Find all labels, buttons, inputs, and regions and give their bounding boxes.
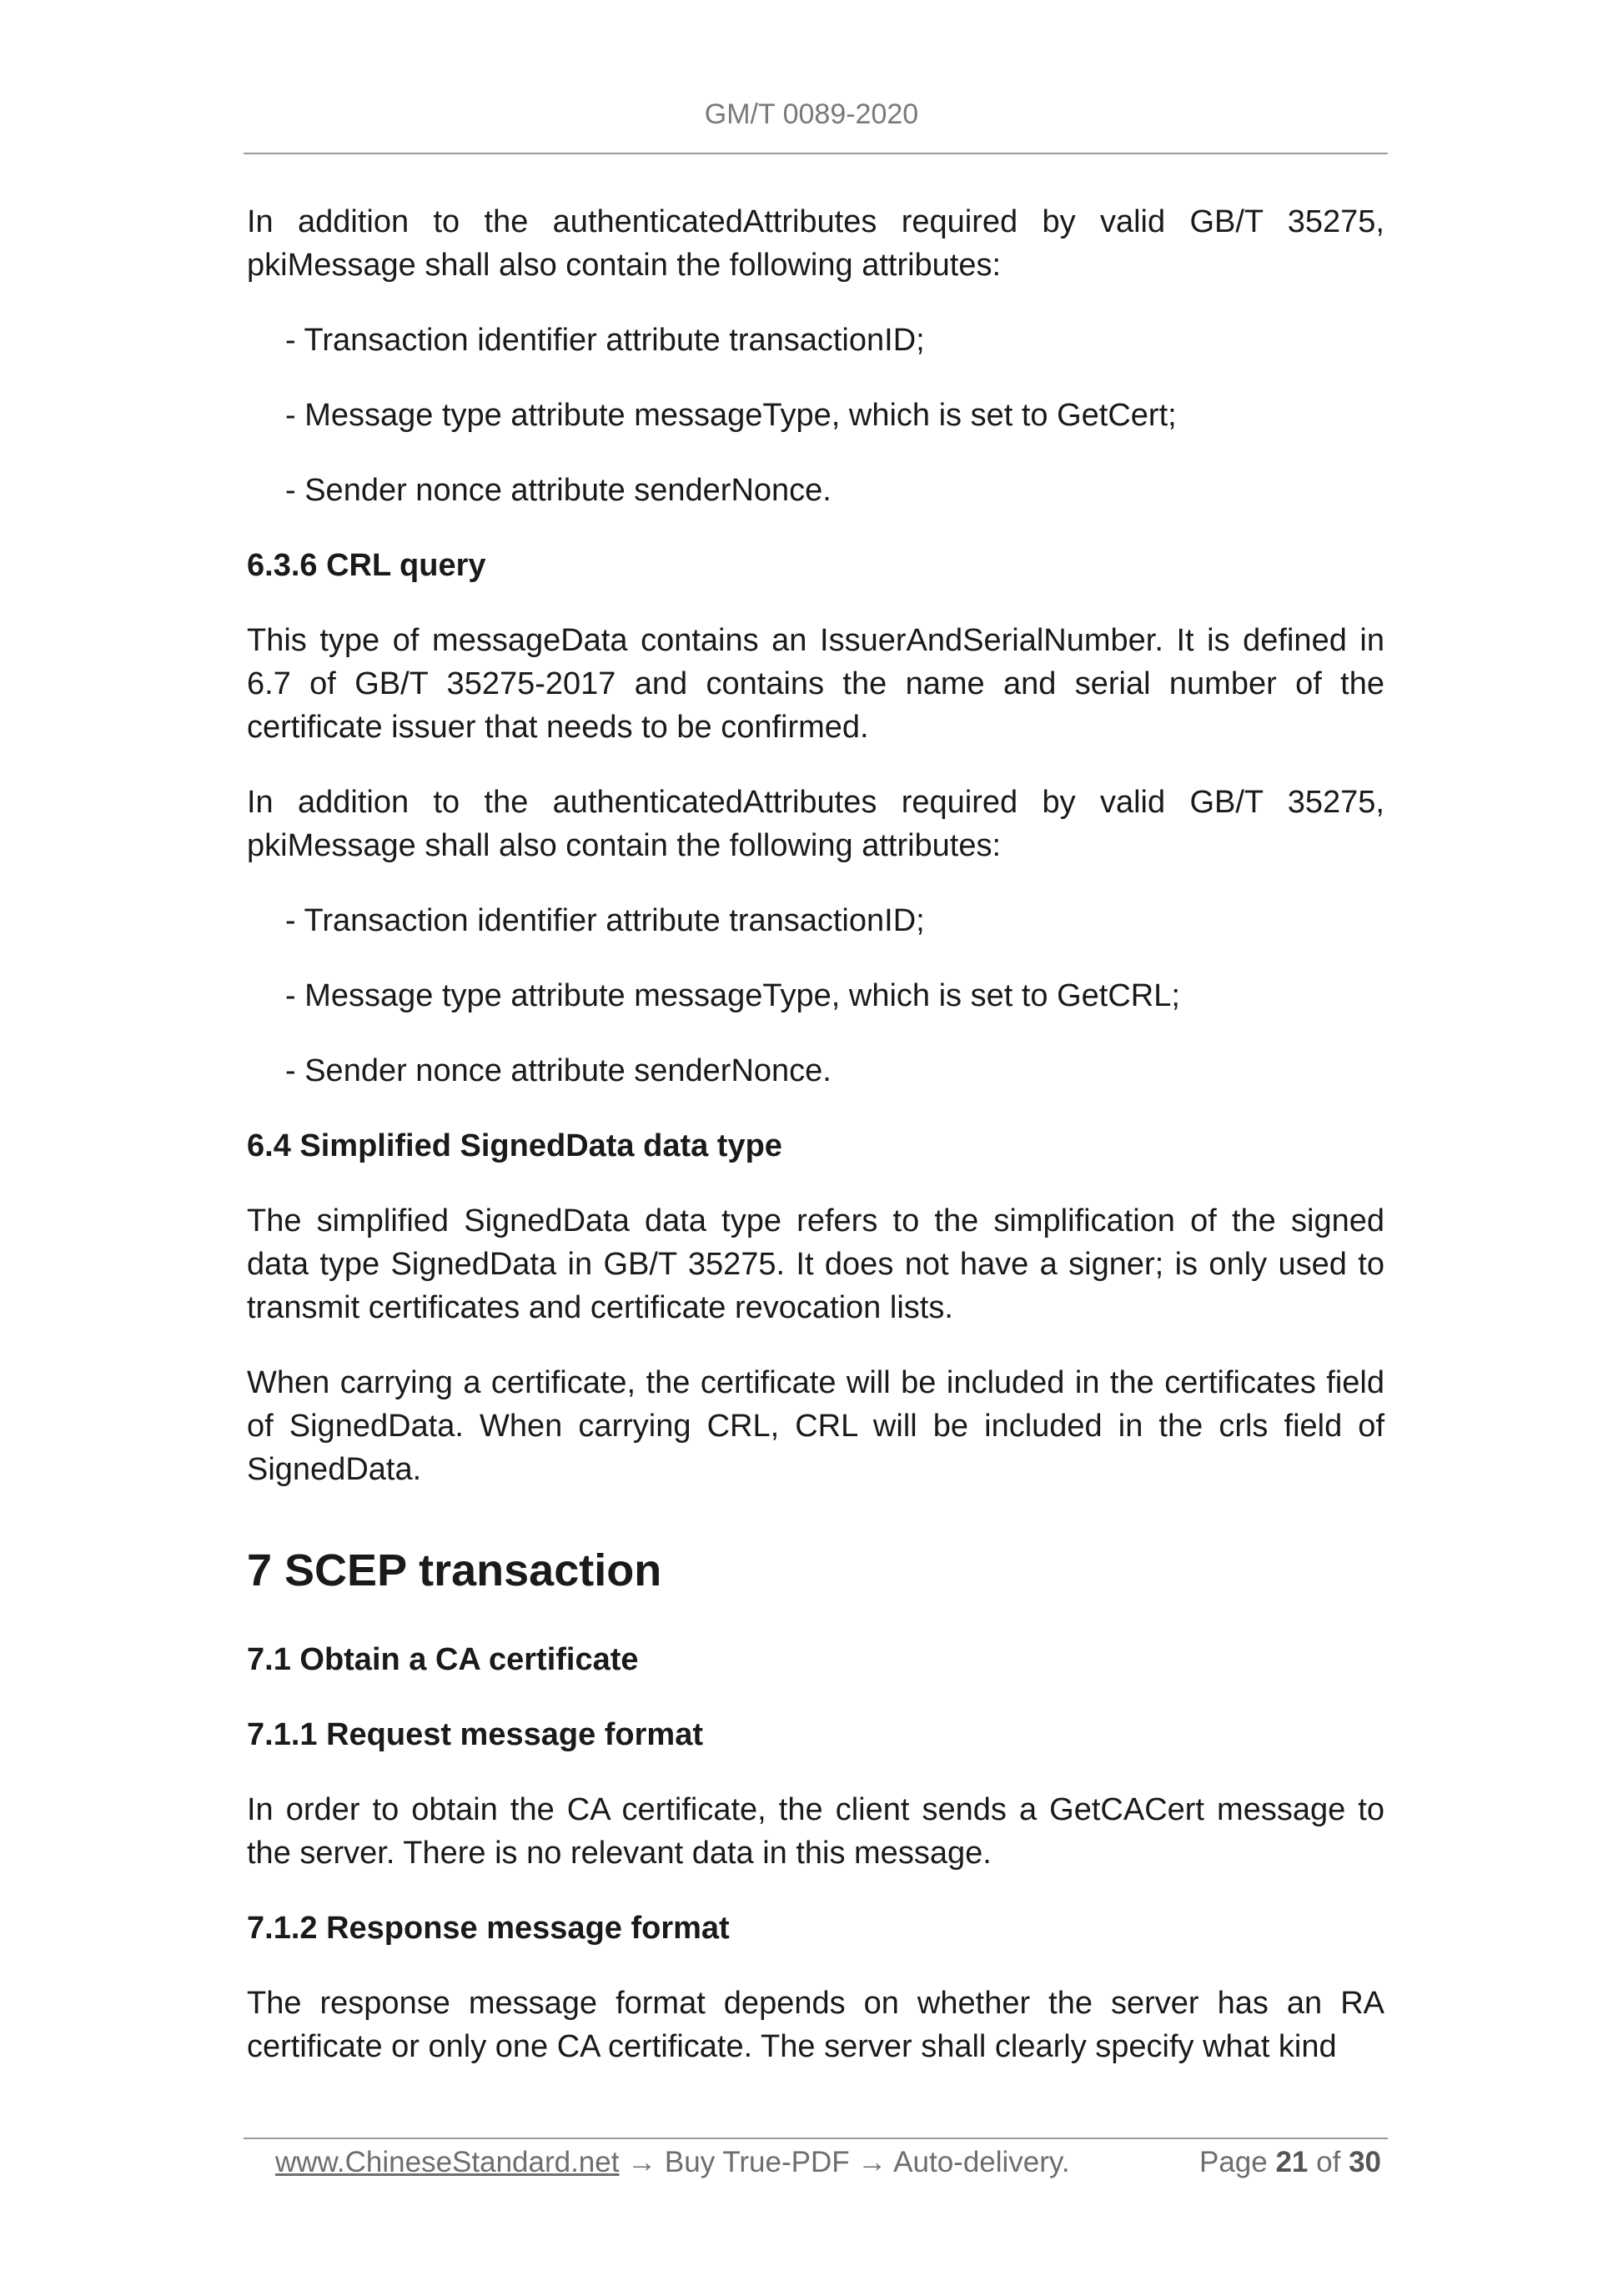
page-of-label: of bbox=[1316, 2146, 1341, 2178]
paragraph: The response message format depends on whether the server has an RA certificate or only one CA certificate. The server shall clearly specify what kind bbox=[247, 1986, 1384, 2064]
header-divider bbox=[244, 153, 1388, 154]
paragraph: This type of messageData contains an IssuerAndSerialNumber. It is defined in 6.7 of GB/T 35275-2017 and contains the name and serial number of the certificate issuer that needs to be confirmed. bbox=[247, 623, 1384, 745]
chapter-heading-7: 7 SCEP transaction bbox=[247, 1545, 662, 1595]
section-heading-7-1: 7.1 Obtain a CA certificate bbox=[247, 1642, 639, 1677]
list-item: - Transaction identifier attribute transactionID; bbox=[285, 903, 925, 938]
section-heading-6-3-6: 6.3.6 CRL query bbox=[247, 548, 486, 583]
current-page-number: 21 bbox=[1275, 2146, 1309, 2178]
page-indicator bbox=[1199, 2141, 1381, 2184]
paragraph: In addition to the authenticatedAttributes required by valid GB/T 35275, pkiMessage shall also contain the following attributes: bbox=[247, 785, 1384, 863]
paragraph: The simplified SignedData data type refers to the simplification of the signed data type SignedData in GB/T 35275. It does not have a signer; is only used to transmit certificates and certificate revocation lists. bbox=[247, 1203, 1384, 1325]
section-heading-7-1-2: 7.1.2 Response message format bbox=[247, 1911, 730, 1946]
list-item: - Sender nonce attribute senderNonce. bbox=[285, 1053, 832, 1088]
total-pages-number: 30 bbox=[1349, 2146, 1381, 2178]
list-item: - Transaction identifier attribute transactionID; bbox=[285, 323, 925, 358]
footer-promo-text: → Buy True-PDF → Auto-delivery. bbox=[619, 2146, 1070, 2178]
paragraph: When carrying a certificate, the certificate will be included in the certificates field of SignedData. When carrying CRL, CRL will be included in the crls field of SignedData. bbox=[247, 1365, 1384, 1487]
document-body bbox=[247, 200, 1384, 2100]
footer-website-link[interactable]: www.ChineseStandard.net bbox=[275, 2146, 620, 2178]
page-footer bbox=[275, 2141, 1381, 2184]
footer-promo bbox=[275, 2141, 1070, 2184]
list-item: - Message type attribute messageType, which is set to GetCert; bbox=[285, 398, 1177, 433]
section-heading-7-1-1: 7.1.1 Request message format bbox=[247, 1717, 704, 1752]
paragraph: In addition to the authenticatedAttributes required by valid GB/T 35275, pkiMessage shall also contain the following attributes: bbox=[247, 204, 1384, 283]
page-label: Page bbox=[1198, 2146, 1268, 2178]
footer-divider bbox=[244, 2138, 1388, 2139]
list-item: - Message type attribute messageType, which is set to GetCRL; bbox=[285, 978, 1180, 1013]
header-document-code: GM/T 0089-2020 bbox=[704, 98, 919, 130]
section-heading-6-4: 6.4 Simplified SignedData data type bbox=[247, 1128, 782, 1163]
list-item: - Sender nonce attribute senderNonce. bbox=[285, 473, 832, 508]
paragraph: In order to obtain the CA certificate, the client sends a GetCACert message to the server. There is no relevant data in this message. bbox=[247, 1792, 1384, 1871]
